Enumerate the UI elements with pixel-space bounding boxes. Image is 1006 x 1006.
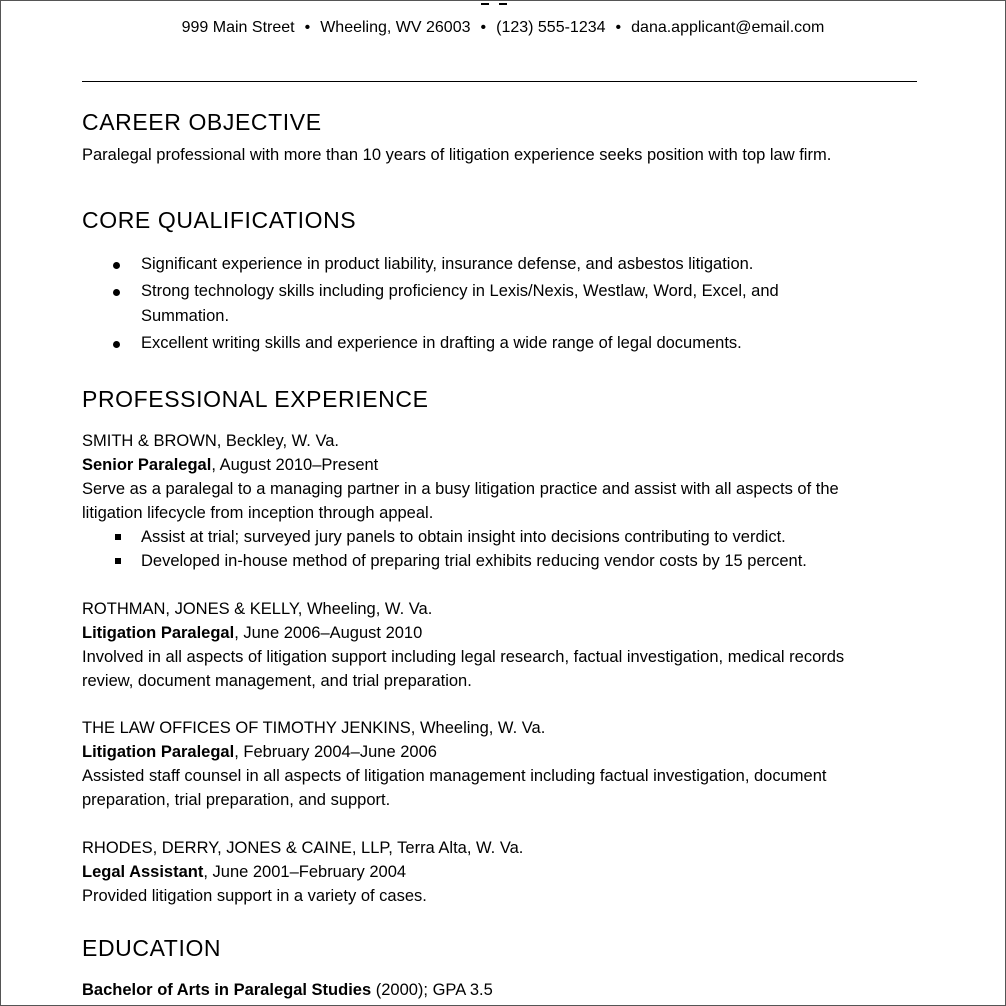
job-title-line [82,624,422,643]
education-details: (2000); GPA 3.5 [371,981,493,999]
section-heading-qualifications: CORE QUALIFICATIONS [82,207,357,233]
education-line [82,981,493,1000]
qualification-item-continuation: Summation. [141,307,230,325]
qualification-item: Excellent writing skills and experience in drafting a wide range of legal documents. [141,334,742,352]
contact-separator: • [615,19,622,36]
job-title: Senior Paralegal [82,456,212,474]
job-title: Litigation Paralegal [82,624,235,642]
bullet-icon [113,341,120,348]
job-title: Litigation Paralegal [82,743,235,761]
square-bullet-icon [115,558,121,564]
job-title-line [82,863,406,882]
job-description: Involved in all aspects of litigation support including legal research, factual investigation, medical records [82,648,845,666]
contact-separator: • [480,19,487,36]
job-dates: , February 2004–June 2006 [234,743,437,761]
job-description: Serve as a paralegal to a managing partner in a busy litigation practice and assist with all aspects of the [82,480,839,498]
contact-line [1,19,1005,37]
contact-separator: • [304,19,311,36]
job-description: preparation, trial preparation, and support. [82,791,391,809]
bullet-icon [113,289,120,296]
job-employer: RHODES, DERRY, JONES & CAINE, LLP, Terra Alta, W. Va. [82,839,524,857]
job-dates: , June 2006–August 2010 [234,624,423,642]
contact-street: 999 Main Street [181,19,295,36]
job-employer: THE LAW OFFICES OF TIMOTHY JENKINS, Wheeling, W. Va. [82,719,546,737]
job-dates: , August 2010–Present [211,456,379,474]
contact-email[interactable]: dana.applicant@email.com [631,19,825,36]
contact-phone: (123) 555-1234 [496,19,606,36]
job-employer: ROTHMAN, JONES & KELLY, Wheeling, W. Va. [82,600,433,618]
section-heading-education: EDUCATION [82,935,222,961]
qualification-item: Significant experience in product liability, insurance defense, and asbestos litigation. [141,255,754,273]
objective-text: Paralegal professional with more than 10 years of litigation experience seeks position with top law firm. [82,146,832,164]
job-description: Assisted staff counsel in all aspects of litigation management including factual investigation, document [82,767,827,785]
job-dates: , June 2001–February 2004 [203,863,407,881]
job-title-line [82,743,437,762]
section-heading-experience: PROFESSIONAL EXPERIENCE [82,386,429,412]
job-title: Legal Assistant [82,863,204,881]
job-bullet: Assist at trial; surveyed jury panels to obtain insight into decisions contributing to verdict. [141,528,786,546]
job-description: Provided litigation support in a variety of cases. [82,887,427,905]
job-title-line [82,456,378,475]
job-description: review, document management, and trial preparation. [82,672,472,690]
square-bullet-icon [115,534,121,540]
contact-city: Wheeling, WV 26003 [320,19,471,36]
qualification-item: Strong technology skills including proficiency in Lexis/Nexis, Westlaw, Word, Excel, and [141,282,779,300]
header-divider [82,81,917,82]
job-employer: SMITH & BROWN, Beckley, W. Va. [82,432,340,450]
job-bullet: Developed in-house method of preparing trial exhibits reducing vendor costs by 15 percent. [141,552,807,570]
name-heading-fragment [481,0,541,5]
section-heading-objective: CAREER OBJECTIVE [82,109,322,135]
job-description: litigation lifecycle from inception through appeal. [82,504,434,522]
bullet-icon [113,262,120,269]
education-degree: Bachelor of Arts in Paralegal Studies [82,981,372,999]
